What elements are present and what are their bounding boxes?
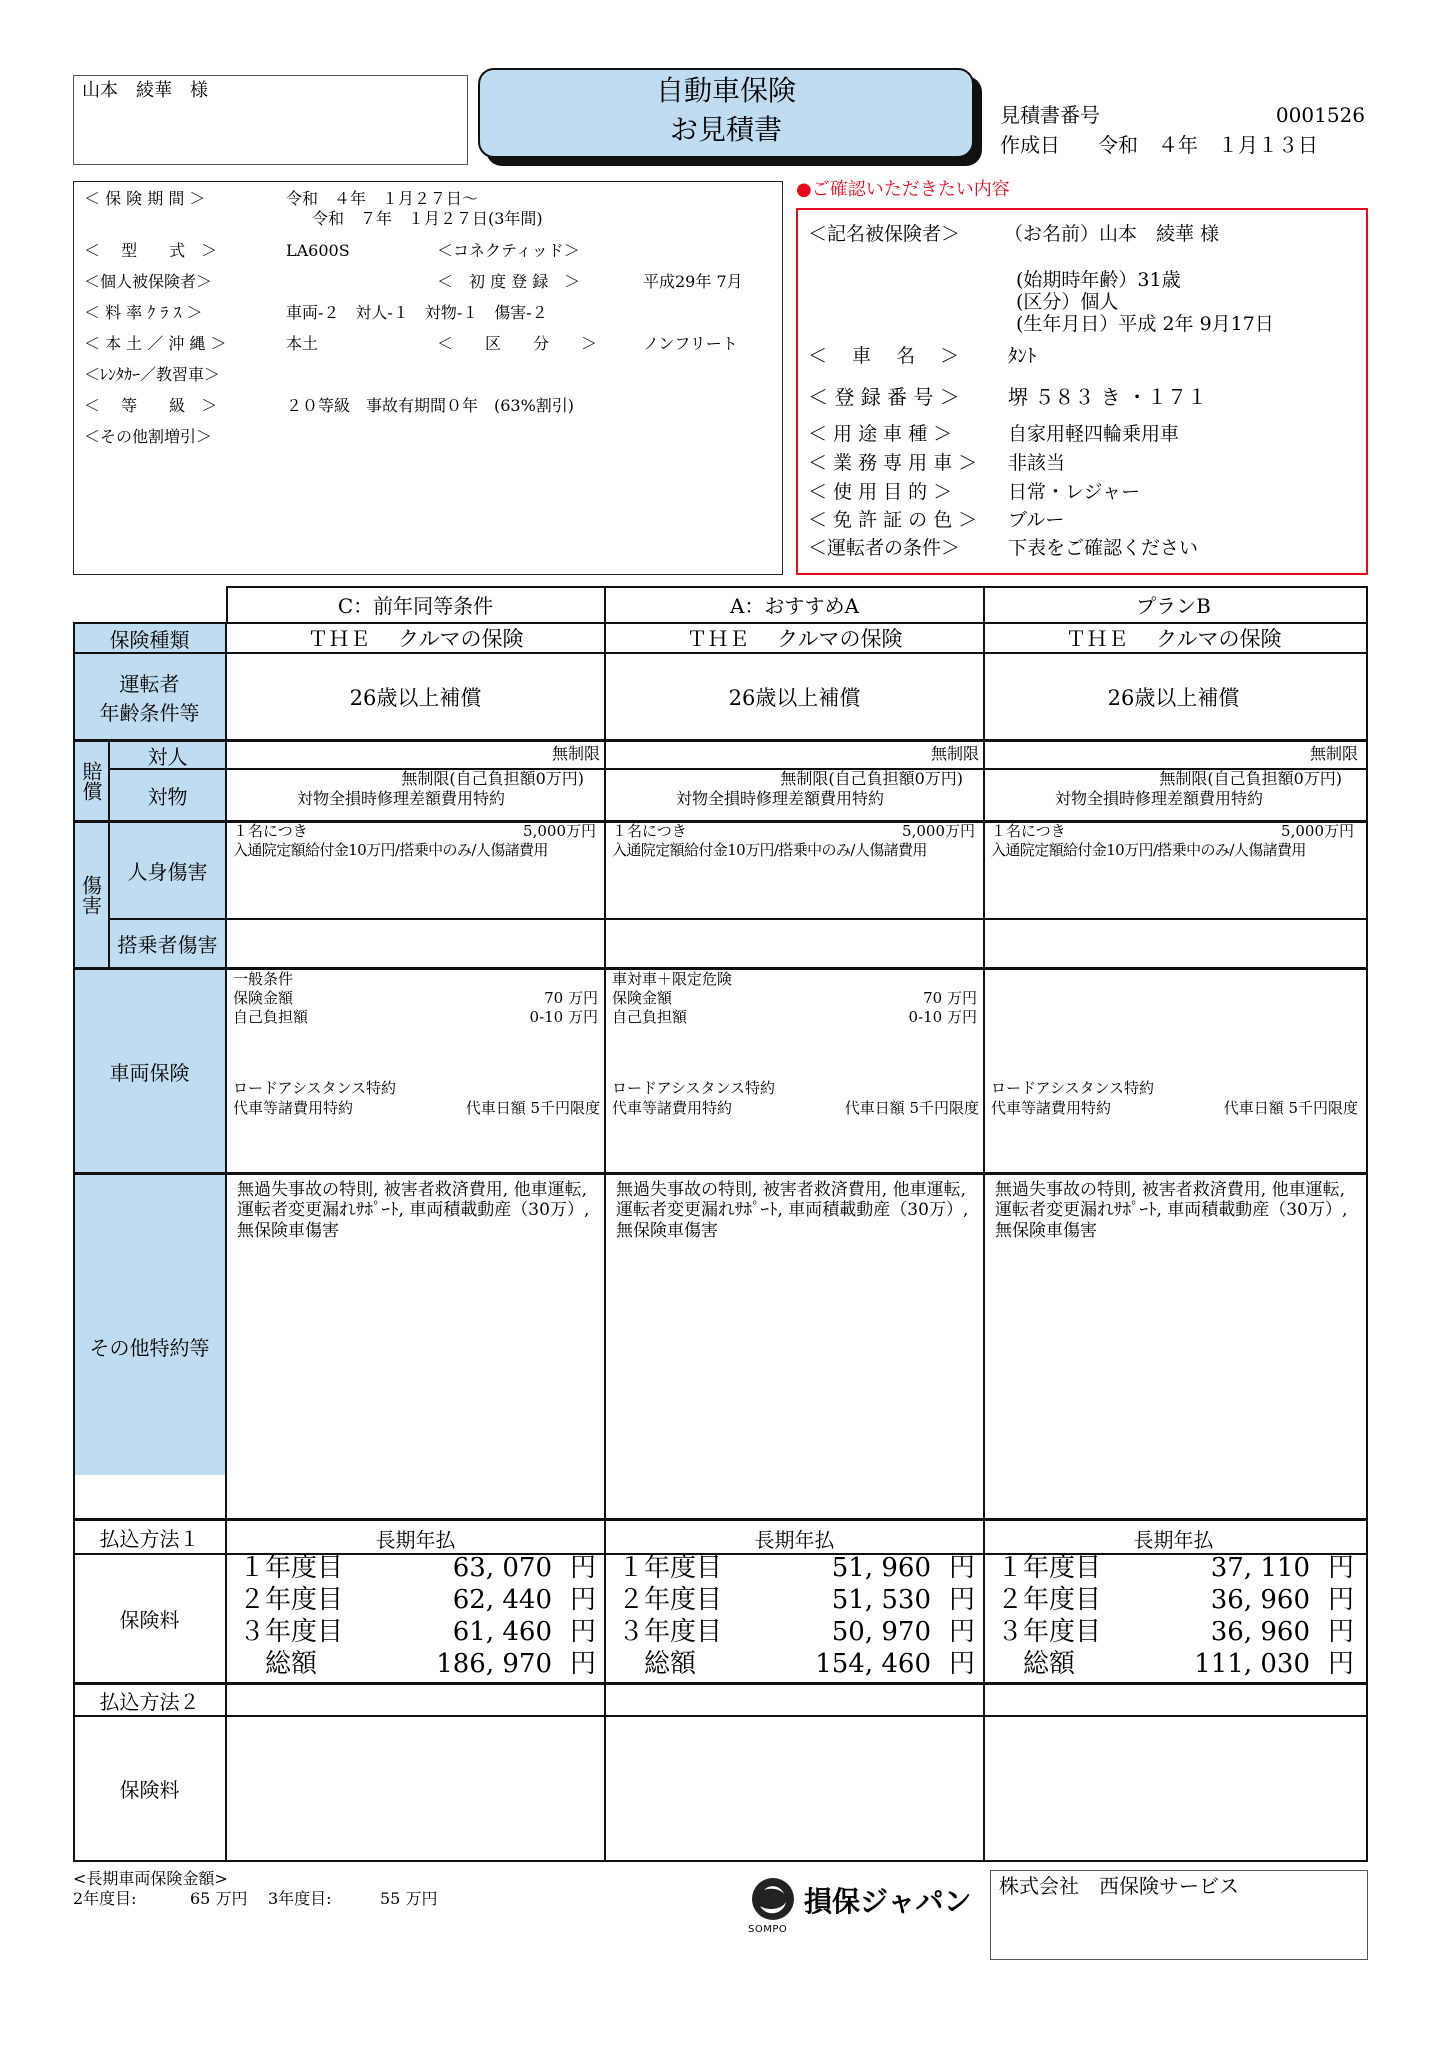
premium-label: 総額 [265,1649,318,1679]
category-label: ＜ 区 分 ＞ [437,334,598,353]
footer-year2-label: 2年度目: [73,1889,137,1908]
use-type-label: ＜ 用 途 車 種 ＞ [808,423,953,445]
premium-label: ３年度目 [997,1617,1102,1647]
plan-driver-age: 26歳以上補償 [349,685,482,710]
conditions-box [73,181,783,575]
row-label-premium-2: 保険料 [119,1778,180,1802]
sompo-logo-icon [750,1876,796,1922]
quote-number: 0001526 [1275,103,1365,127]
premium-label: 総額 [1023,1649,1076,1679]
row-label-property: 対物 [147,784,188,809]
plan-pi-riders: 入通院定額給付金10万円/搭乗中のみ/人傷諸費用 [991,841,1306,859]
sompo-logo-sub: SOMPO [748,1924,788,1935]
premium-unit: 円 [569,1649,596,1679]
premium-unit: 円 [1327,1617,1354,1647]
plan-other-riders: 無過失事故の特則, 被害者救済費用, 他車運転, 運転者変更漏れｻﾎﾟｰﾄ, 車両積載動産（30万）, 無保険車傷害 [237,1180,590,1241]
row-label-passenger: 搭乗者傷害 [117,933,218,957]
reg-number-label: ＜ 登 録 番 号 ＞ [808,385,960,409]
created-date: 令和 ４年 １月１３日 [1098,133,1318,157]
premium-unit: 円 [569,1617,596,1647]
customer-box [73,75,468,165]
customer-name: 山本 綾華 様 [82,80,208,101]
plan-bodily: 無制限 [930,744,979,763]
plan-property-limit: 無制限(自己負担額0万円) [780,769,963,788]
car-name-value: ﾀﾝﾄ [1008,345,1037,367]
plan-property-rider: 対物全損時修理差額費用特約 [297,789,506,808]
premium-label: １年度目 [997,1553,1102,1583]
confirm-box [796,208,1368,575]
premium-unit: 円 [948,1585,975,1615]
sompo-logo-text: 損保ジャパン [804,1885,972,1918]
premium-unit: 円 [948,1553,975,1583]
confirm-birth-value: (生年月日）平成 2年 9月17日 [1016,313,1274,335]
other-discount-label: ＜その他割増引＞ [84,427,213,446]
plan-pi-per-person-label: １名につき [991,822,1066,840]
premium-amount: 154, 460 [815,1649,931,1679]
insured-label: ＜個人被保険者＞ [84,272,213,291]
premium-amount: 61, 460 [452,1617,552,1647]
plan-payment-method: 長期年払 [375,1527,456,1552]
plan-vehicle-deductible-label: 自己負担額 [233,1008,309,1026]
first-reg-label: ＜ 初 度 登 録 ＞ [437,272,581,291]
premium-label: ３年度目 [239,1617,344,1647]
row-label-vehicle: 車両保険 [109,1060,190,1085]
plan-vehicle-amount: 70 万円 [923,989,977,1007]
plan-pi-riders: 入通院定額給付金10万円/搭乗中のみ/人傷諸費用 [233,841,548,859]
premium-row [227,1618,604,1650]
premium-unit: 円 [948,1649,975,1679]
footer-year3-value: 55 万円 [380,1889,438,1908]
plan-vehicle-amount-label: 保険金額 [233,989,294,1007]
premium-amount: 63, 070 [452,1553,552,1583]
plan-roadside-rider: ロードアシスタンス特約 [612,1079,776,1097]
plan-payment-method: 長期年払 [1133,1527,1214,1552]
plan-vehicle-type: 車対車＋限定危険 [612,970,733,988]
period-start: 令和 ４年 １月２７日～ [286,189,479,208]
use-type-value: 自家用軽四輪乗用車 [1008,423,1180,445]
grade-label: ＜ 等 級 ＞ [84,396,218,415]
plan-insurance-type: ＴＨＥ クルマの保険 [307,627,524,651]
premium-row [227,1586,604,1618]
premium-label: ３年度目 [618,1617,723,1647]
connected-label: ＜コネクティッド＞ [437,241,580,260]
plan-insurance-type: ＴＨＥ クルマの保険 [686,627,903,651]
premium-label: ２年度目 [239,1585,344,1615]
premium-label: ２年度目 [618,1585,723,1615]
premium-unit: 円 [569,1553,596,1583]
plan-driver-age: 26歳以上補償 [1107,685,1240,710]
license-label: ＜ 免 許 証 の 色 ＞ [808,509,978,531]
premium-amount: 36, 960 [1210,1617,1310,1647]
purpose-value: 日常・レジャー [1008,481,1141,503]
plan-rental-limit: 代車日額 5千円限度 [844,1099,979,1117]
reg-number-value: 堺 ５８３ き ・１７１ [1008,385,1208,409]
premium-amount: 50, 970 [831,1617,931,1647]
mainland-value: 本土 [286,334,319,353]
category-value: ノンフリート [643,334,738,353]
plan-vehicle-amount: 70 万円 [544,989,598,1007]
premium-row [606,1554,983,1586]
plan-pi-riders: 入通院定額給付金10万円/搭乗中のみ/人傷諸費用 [612,841,927,859]
premium-unit: 円 [569,1585,596,1615]
title-line1: 自動車保険 [655,74,796,107]
premium-label: 総額 [644,1649,697,1679]
business-value: 非該当 [1008,452,1066,474]
plan-rental-rider: 代車等諸費用特約 [991,1099,1112,1117]
quote-number-label: 見積書番号 [1000,103,1100,127]
premium-row [985,1586,1362,1618]
plan-payment-method: 長期年払 [754,1527,835,1552]
row-label-payment-2: 払込方法２ [99,1689,200,1714]
agency-name: 株式会社 西保険サービス [999,1874,1239,1898]
row-label-compensation-text: 賠償 [79,761,103,801]
premium-row [606,1618,983,1650]
row-label-driver-age-1: 運転者 [119,671,180,696]
title-line2: お見積書 [669,113,782,146]
premium-amount: 111, 030 [1194,1649,1310,1679]
plan-vehicle-deductible: 0-10 万円 [529,1008,598,1026]
premium-row [985,1554,1362,1586]
plan-header: プランB [1136,593,1211,618]
premium-row [227,1650,604,1682]
plan-property-limit: 無制限(自己負担額0万円) [401,769,584,788]
plan-premiums [985,1554,1362,1682]
sompo-logo [748,1876,998,1940]
plan-header: C：前年同等条件 [337,593,494,618]
plan-vehicle-type: 一般条件 [233,970,294,988]
row-label-payment-1: 払込方法１ [99,1526,200,1551]
premium-unit: 円 [1327,1649,1354,1679]
plan-bodily: 無制限 [551,744,600,763]
mainland-label: ＜ 本 土 ／ 沖 縄 ＞ [84,334,227,353]
plan-bodily: 無制限 [1309,744,1358,763]
footer-year2-value: 65 万円 [190,1889,248,1908]
plan-insurance-type: ＴＨＥ クルマの保険 [1065,627,1282,651]
footer-note-title: <長期車両保険金額> [73,1869,228,1888]
plan-property-rider: 対物全損時修理差額費用特約 [1055,789,1264,808]
plan-rental-limit: 代車日額 5千円限度 [465,1099,600,1117]
confirm-heading: ●ご確認いただきたい内容 [796,179,1010,200]
plan-vehicle-amount-label: 保険金額 [612,989,673,1007]
agency-box [990,1870,1368,1960]
plan-roadside-rider: ロードアシスタンス特約 [991,1079,1155,1097]
premium-row [227,1554,604,1586]
premium-amount: 51, 960 [831,1553,931,1583]
premium-unit: 円 [948,1617,975,1647]
plan-premiums [227,1554,604,1682]
plan-rental-rider: 代車等諸費用特約 [233,1099,354,1117]
confirm-age-value: (始期時年齢）31歳 [1016,269,1181,291]
row-label-premium-1: 保険料 [119,1608,180,1632]
plan-premiums [606,1554,983,1682]
plan-vehicle-deductible-label: 自己負担額 [612,1008,688,1026]
premium-row [985,1650,1362,1682]
premium-label: １年度目 [239,1553,344,1583]
row-label-personal-injury: 人身傷害 [127,860,208,884]
business-label: ＜ 業 務 専 用 車 ＞ [808,452,978,474]
row-label-injury-text: 傷害 [78,875,103,915]
plan-pi-per-person-value: 5,000万円 [902,822,975,840]
premium-label: １年度目 [618,1553,723,1583]
confirm-class-value: (区分）個人 [1016,291,1119,313]
model-label: ＜ 型 式 ＞ [84,241,218,260]
row-label-bodily: 対人 [147,744,188,769]
plan-rental-rider: 代車等諸費用特約 [612,1099,733,1117]
grade-value: ２０等級 事故有期間０年 (63%割引) [286,396,575,415]
plan-property-limit: 無制限(自己負担額0万円) [1159,769,1342,788]
plan-property-rider: 対物全損時修理差額費用特約 [676,789,885,808]
footer-year3-label: 3年度目: [268,1889,332,1908]
premium-unit: 円 [1327,1585,1354,1615]
row-label-other-riders: その他特約等 [89,1336,210,1360]
premium-amount: 186, 970 [436,1649,552,1679]
period-label: ＜ 保 険 期 間 ＞ [84,189,206,208]
driver-value: 下表をご確認ください [1008,537,1199,559]
premium-row [606,1650,983,1682]
plan-pi-per-person-value: 5,000万円 [1281,822,1354,840]
premium-amount: 37, 110 [1210,1553,1310,1583]
row-label-insurance-type: 保険種類 [109,627,190,652]
plan-pi-per-person-label: １名につき [233,822,308,840]
title-banner [478,68,974,158]
model-value: LA600S [286,241,350,260]
premium-row [606,1586,983,1618]
row-label-compensation-group [74,742,108,820]
purpose-label: ＜ 使 用 目 的 ＞ [808,481,953,503]
row-label-driver-age-2: 年齢条件等 [99,700,200,725]
plan-driver-age: 26歳以上補償 [728,685,861,710]
plan-pi-per-person-value: 5,000万円 [523,822,596,840]
created-label: 作成日 [1000,133,1060,157]
rental-label: ＜ﾚﾝﾀｶｰ／教習車＞ [84,365,221,384]
confirm-insured-label: ＜記名被保険者＞ [808,223,961,245]
plan-rental-limit: 代車日額 5千円限度 [1223,1099,1358,1117]
driver-label: ＜運転者の条件＞ [808,537,961,559]
plan-roadside-rider: ロードアシスタンス特約 [233,1079,397,1097]
plan-header: A：おすすめA [729,593,860,618]
premium-amount: 62, 440 [452,1585,552,1615]
license-value: ブルー [1008,509,1065,531]
plan-other-riders: 無過失事故の特則, 被害者救済費用, 他車運転, 運転者変更漏れｻﾎﾟｰﾄ, 車両積載動産（30万）, 無保険車傷害 [995,1180,1348,1241]
premium-label: ２年度目 [997,1585,1102,1615]
confirm-name-value: （お名前）山本 綾華 様 [1004,223,1220,245]
first-reg-value: 平成29年 7月 [643,272,743,291]
row-label-injury-group [74,823,108,967]
plan-column-2 [606,586,983,1862]
premium-row [985,1618,1362,1650]
plan-pi-per-person-label: １名につき [612,822,687,840]
premium-amount: 36, 960 [1210,1585,1310,1615]
period-end: 令和 ７年 １月２７日(3年間) [312,209,543,228]
rate-value: 車両-２ 対人-１ 対物-１ 傷害-２ [286,303,548,322]
row-label-driver-age [74,654,225,739]
rate-label: ＜ 料 率 ｸ ﾗ ｽ ＞ [84,303,203,322]
plan-column-3 [985,586,1362,1862]
premium-unit: 円 [1327,1553,1354,1583]
car-name-label: ＜ 車 名 ＞ [808,345,960,367]
plan-vehicle-deductible: 0-10 万円 [908,1008,977,1026]
premium-amount: 51, 530 [831,1585,931,1615]
plan-column-1 [227,586,604,1862]
plan-other-riders: 無過失事故の特則, 被害者救済費用, 他車運転, 運転者変更漏れｻﾎﾟｰﾄ, 車両積載動産（30万）, 無保険車傷害 [616,1180,969,1241]
